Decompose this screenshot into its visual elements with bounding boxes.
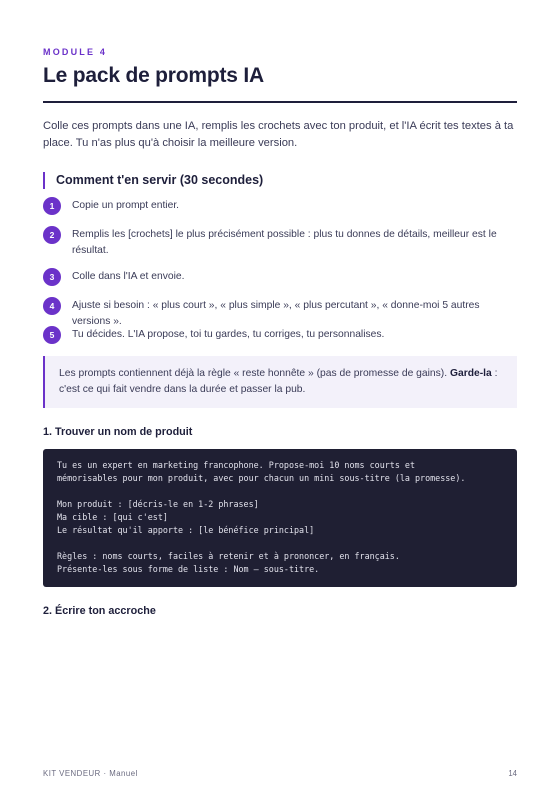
page-title: Le pack de prompts IA [43, 64, 265, 87]
step-text: Remplis les [crochets] le plus précisément possible : plus tu donnes de détails, meilleur est le résultat. [72, 229, 497, 256]
honesty-callout [43, 356, 517, 408]
code-line: Tu es un expert en marketing francophone. Propose-moi 10 noms courts et [57, 460, 415, 470]
code-line [57, 537, 503, 550]
callout-text: Les prompts contiennent déjà la règle « reste honnête » (pas de promesse de gains). [59, 368, 450, 379]
step-text: Copie un prompt entier. [72, 200, 180, 211]
code-line [57, 485, 503, 498]
footer-document-label: KIT VENDEUR · Manuel [43, 769, 138, 778]
step-text: Tu décides. L'IA propose, toi tu gardes, tu corriges, tu personnalises. [72, 329, 385, 340]
callout-text-end: : c'est ce qui fait vendre dans la durée et passer la pub. [59, 368, 498, 395]
page-number: 14 [508, 769, 517, 778]
callout-bold-text: Garde-la [449, 368, 492, 379]
step-number-badge: 4 [43, 297, 61, 315]
title-divider [43, 101, 517, 103]
code-line: Le résultat qu'il apporte : [le bénéfice principal] [57, 525, 315, 535]
intro-paragraph: Colle ces prompts dans une IA, remplis les crochets avec ton produit, et l'IA écrit tes textes à ta place. Tu n'as plus qu'à choisir la meilleure version. [43, 120, 514, 149]
code-line: Mon produit : [décris-le en 1-2 phrases] [57, 499, 259, 509]
code-line: Règles : noms courts, faciles à retenir et à prononcer, en français. [57, 551, 400, 561]
prompt-code-block[interactable] [43, 449, 517, 587]
howto-heading: Comment t'en servir (30 secondes) [43, 172, 263, 189]
section-heading-hook: 2. Écrire ton accroche [43, 605, 156, 617]
step-number-badge: 1 [43, 197, 61, 215]
step-text: Colle dans l'IA et envoie. [72, 271, 185, 282]
section-heading-product-name: 1. Trouver un nom de produit [43, 426, 193, 438]
step-number-badge: 2 [43, 226, 61, 244]
code-line: Ma cible : [qui c'est] [57, 512, 168, 522]
step-text: Ajuste si besoin : « plus court », « plus simple », « plus percutant », « donne-moi 5 autres versions ». [72, 300, 480, 327]
step-number-badge: 3 [43, 268, 61, 286]
code-line: Présente-les sous forme de liste : Nom — sous-titre. [57, 564, 320, 574]
code-line: mémorisables pour mon produit, avec pour chacun un mini sous-titre (la promesse). [57, 473, 466, 483]
module-eyebrow: MODULE 4 [43, 47, 108, 57]
step-number-badge: 5 [43, 326, 61, 344]
